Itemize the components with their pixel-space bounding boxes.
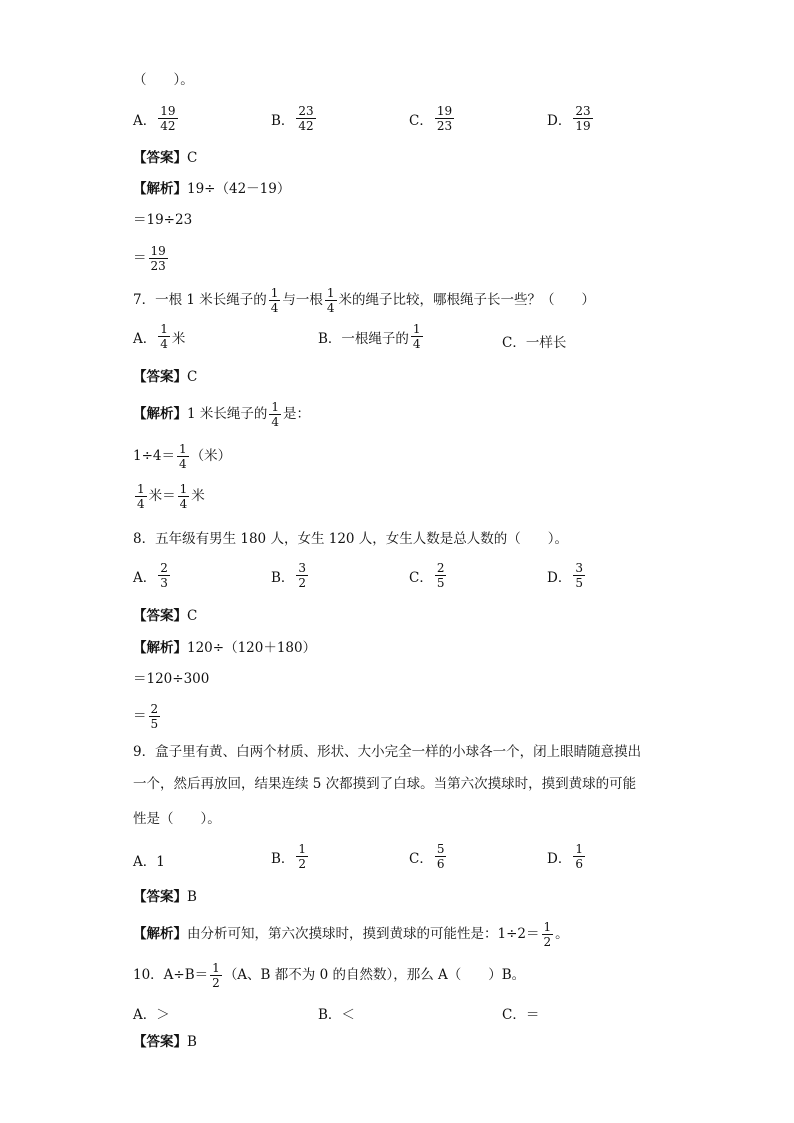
analysis-tag: 【解析】 (133, 406, 187, 422)
equals-sign: ＝ (133, 250, 147, 266)
fraction (296, 561, 308, 590)
analysis-text: 。 (555, 926, 569, 942)
q10-answer (133, 1022, 197, 1062)
denominator: 5 (575, 576, 583, 590)
option-text: A．1 (133, 854, 165, 870)
option-label: C． (409, 850, 433, 867)
unit-text: 米 (171, 330, 186, 347)
option-label: A． (133, 330, 157, 347)
denominator: 6 (575, 857, 583, 871)
denominator: 4 (160, 337, 168, 351)
fraction (435, 561, 447, 590)
q7-analysis-line-1 (133, 394, 310, 434)
fraction (411, 322, 423, 351)
q8-option-a (133, 561, 172, 590)
analysis-text: ＝120÷300 (133, 671, 210, 687)
denominator: 4 (270, 300, 279, 315)
analysis-text: （米） (190, 448, 232, 464)
analysis-text: 120÷（120＋180） (187, 640, 317, 656)
q7-analysis-line-3 (133, 476, 205, 516)
q10-option-c (502, 1003, 539, 1023)
numerator: 3 (575, 561, 583, 575)
option-label: B． (271, 850, 295, 867)
numerator: 2 (436, 561, 445, 575)
q6-option-d (547, 104, 595, 133)
fraction (210, 961, 222, 990)
q6-analysis-line-2 (133, 200, 192, 240)
option-label: D． (547, 569, 572, 586)
analysis-text: 是： (283, 406, 311, 422)
numerator: 1 (212, 960, 220, 975)
numerator: 1 (575, 842, 583, 856)
denominator: 42 (160, 119, 176, 133)
fraction (135, 482, 147, 511)
numerator: 1 (179, 441, 187, 456)
q10-option-b (318, 1003, 355, 1023)
q8-option-c (409, 561, 448, 590)
fraction (269, 286, 281, 315)
q9-answer (133, 877, 197, 917)
q9-option-d (547, 842, 587, 871)
fraction (435, 104, 454, 133)
numerator: 1 (271, 399, 280, 414)
denominator: 4 (137, 496, 145, 511)
numerator: 1 (412, 322, 421, 336)
denominator: 4 (412, 337, 421, 351)
denominator: 4 (271, 414, 280, 429)
answer-value: B (187, 889, 197, 905)
q7-answer (133, 357, 197, 397)
q9-option-a (133, 850, 165, 870)
numerator: 3 (298, 561, 307, 575)
q6-option-c (409, 104, 456, 133)
analysis-text: 由分析可知，第六次摸球时，摸到黄球的可能性是：1÷2＝ (187, 926, 540, 942)
fraction (542, 920, 554, 949)
option-label: C． (409, 112, 433, 129)
q8-question (133, 519, 568, 559)
q8-analysis-line-2 (133, 659, 209, 699)
option-text: B．＜ (318, 1007, 355, 1023)
answer-tag: 【答案】 (133, 608, 187, 624)
analysis-tag: 【解析】 (133, 181, 187, 197)
option-label: C． (409, 569, 433, 586)
option-label: B． (271, 112, 295, 129)
q7-option-b (318, 322, 425, 351)
denominator: 2 (298, 857, 307, 871)
denominator: 19 (575, 119, 591, 133)
analysis-text: 1÷4＝ (133, 448, 175, 464)
answer-value: C (187, 369, 198, 385)
numerator: 5 (436, 842, 445, 856)
analysis-tag: 【解析】 (133, 640, 187, 656)
q10-option-a (133, 1003, 170, 1023)
numerator: 1 (543, 919, 552, 934)
fraction (573, 842, 585, 871)
question-text: 9．盒子里有黄、白两个材质、形状、大小完全一样的小球各一个，闭上眼睛随意摸出 (133, 744, 642, 760)
fraction (158, 104, 177, 133)
numerator: 1 (326, 285, 335, 300)
option-label: D． (547, 112, 572, 129)
analysis-text: 米＝ (148, 488, 176, 504)
option-text: C．一样长 (502, 335, 567, 351)
q6-option-b (271, 104, 318, 133)
answer-value: C (187, 608, 198, 624)
analysis-text: 1 米长绳子的 (187, 406, 268, 422)
denominator: 2 (298, 576, 307, 590)
numerator: 19 (160, 104, 176, 118)
q8-option-b (271, 561, 310, 590)
denominator: 4 (179, 496, 188, 511)
numerator: 23 (575, 104, 591, 118)
q7-question (133, 280, 595, 320)
option-text: C．＝ (502, 1007, 540, 1023)
fraction (269, 400, 281, 429)
denominator: 5 (436, 576, 445, 590)
numerator: 19 (436, 104, 453, 118)
q7-analysis-line-2 (133, 436, 231, 476)
numerator: 1 (298, 842, 307, 856)
analysis-text: 19÷（42－19） (187, 181, 291, 197)
question-text: 7．一根 1 米长绳子的 (133, 292, 267, 308)
answer-tag: 【答案】 (133, 1034, 187, 1050)
fraction (177, 442, 189, 471)
denominator: 23 (150, 258, 166, 273)
q6-paren-text: （ ）。 (133, 72, 194, 88)
option-label: B． (271, 569, 295, 586)
denominator: 42 (298, 119, 314, 133)
question-text: 性是（ ）。 (133, 811, 221, 827)
numerator: 1 (160, 322, 168, 336)
denominator: 2 (543, 934, 552, 949)
equals-sign: ＝ (133, 708, 147, 724)
q8-analysis-line-3 (133, 696, 162, 736)
numerator: 1 (270, 285, 279, 300)
numerator: 1 (137, 481, 145, 496)
question-text: 米的绳子比较，哪根绳子长一些？（ ） (338, 292, 596, 308)
answer-value: B (187, 1034, 197, 1050)
q6-paren (133, 60, 194, 100)
denominator: 6 (436, 857, 445, 871)
question-text: 一个，然后再放回，结果连续 5 次都摸到了白球。当第六次摸球时，摸到黄球的可能 (133, 776, 637, 792)
q9-option-c (409, 842, 448, 871)
numerator: 1 (179, 481, 188, 496)
q7-option-c (502, 331, 566, 351)
denominator: 2 (212, 975, 220, 990)
option-label: B．一根绳子的 (318, 330, 409, 347)
analysis-text: ＝19÷23 (133, 212, 193, 228)
fraction (573, 104, 592, 133)
q8-option-d (547, 561, 587, 590)
denominator: 5 (150, 716, 159, 731)
q9-question-line-3 (133, 799, 221, 839)
fraction (296, 104, 315, 133)
answer-tag: 【答案】 (133, 150, 187, 166)
question-text: 8．五年级有男生 180 人，女生 120 人，女生人数是总人数的（ ）。 (133, 531, 569, 547)
fraction (573, 561, 585, 590)
option-text: A．＞ (133, 1007, 170, 1023)
question-text: 与一根 (282, 292, 323, 308)
fraction (178, 482, 190, 511)
q9-option-b (271, 842, 310, 871)
analysis-tag: 【解析】 (133, 926, 187, 942)
q6-analysis-line-3 (133, 238, 170, 278)
answer-tag: 【答案】 (133, 369, 187, 385)
q6-option-a (133, 104, 180, 133)
numerator: 23 (298, 104, 314, 118)
option-label: A． (133, 112, 157, 129)
option-label: D． (547, 850, 572, 867)
option-label: A． (133, 569, 157, 586)
fraction (158, 322, 170, 351)
answer-value: C (187, 150, 198, 166)
question-text: 10．A÷B＝ (133, 967, 209, 983)
q9-question-line-2 (133, 764, 636, 804)
fraction (435, 842, 447, 871)
q9-analysis (133, 914, 569, 954)
answer-tag: 【答案】 (133, 889, 187, 905)
fraction (296, 842, 308, 871)
question-text: （A、B 都不为 0 的自然数），那么 A（ ）B。 (223, 967, 526, 983)
fraction (325, 286, 337, 315)
denominator: 3 (160, 576, 168, 590)
numerator: 2 (160, 561, 168, 575)
analysis-text: 米 (191, 488, 205, 504)
numerator: 19 (150, 243, 166, 258)
numerator: 2 (150, 701, 159, 716)
fraction (158, 561, 170, 590)
denominator: 4 (326, 300, 335, 315)
denominator: 4 (179, 456, 187, 471)
fraction (149, 702, 161, 731)
denominator: 23 (436, 119, 453, 133)
q10-question (133, 955, 525, 995)
q7-option-a (133, 322, 185, 351)
fraction (149, 244, 168, 273)
